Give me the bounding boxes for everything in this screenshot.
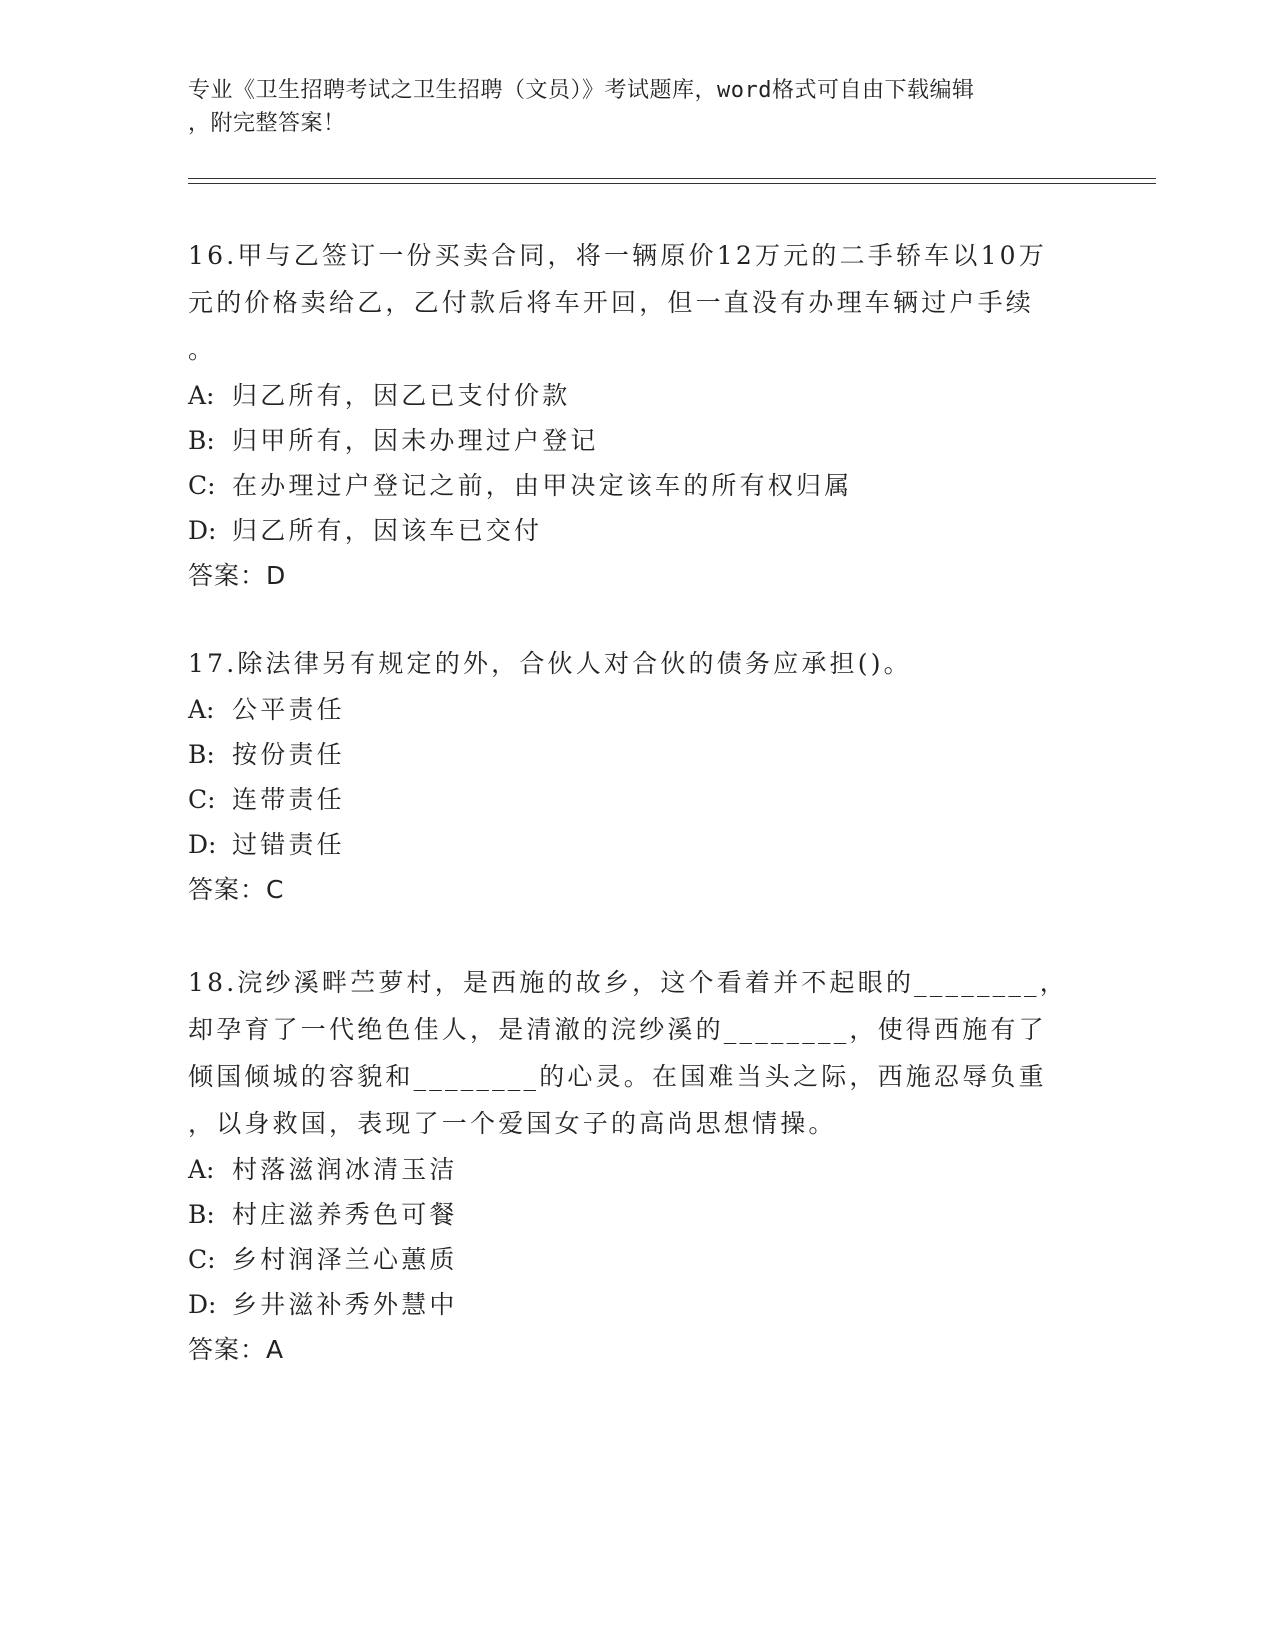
- question-17: [188, 640, 1088, 912]
- option-a: [188, 1147, 1088, 1192]
- option-d: [188, 822, 1088, 867]
- option-d: [188, 1282, 1088, 1327]
- answer-line: 答案：C: [188, 875, 285, 904]
- option-text: 过错责任: [232, 830, 345, 859]
- option-text: 村落滋润冰清玉洁: [232, 1155, 458, 1184]
- option-text: 在办理过户登记之前，由甲决定该车的所有权归属: [232, 471, 853, 500]
- question-stem-line: 17.除法律另有规定的外，合伙人对合伙的债务应承担()。: [188, 649, 912, 678]
- option-d: [188, 508, 1088, 553]
- option-text: 乡村润泽兰心蕙质: [232, 1245, 458, 1274]
- option-b: [188, 732, 1088, 777]
- option-key: C:: [188, 1245, 216, 1274]
- option-key: C:: [188, 785, 216, 814]
- option-key: C:: [188, 471, 216, 500]
- option-text: 村庄滋养秀色可餐: [232, 1200, 458, 1229]
- option-key: B:: [188, 426, 215, 455]
- option-c: [188, 463, 1088, 508]
- option-b: [188, 1192, 1088, 1237]
- option-key: D:: [188, 830, 217, 859]
- option-text: 按份责任: [232, 740, 345, 769]
- option-c: [188, 1237, 1088, 1282]
- option-key: B:: [188, 740, 215, 769]
- answer-line: 答案：A: [188, 1335, 285, 1364]
- question-16: [188, 232, 1088, 598]
- header-line: ，附完整答案！: [188, 111, 346, 136]
- header-divider: [188, 183, 1156, 184]
- question-stem-line: 。: [188, 335, 217, 364]
- option-text: 归乙所有，因乙已支付价款: [232, 381, 571, 410]
- option-text: 归乙所有，因该车已交付: [232, 516, 543, 545]
- option-key: D:: [188, 516, 217, 545]
- option-key: B:: [188, 1200, 215, 1229]
- question-stem-line: 倾国倾城的容貌和________的心灵。在国难当头之际，西施忍辱负重: [188, 1062, 1047, 1091]
- question-18: [188, 959, 1088, 1372]
- option-text: 乡井滋补秀外慧中: [232, 1290, 458, 1319]
- question-stem-line: 却孕育了一代绝色佳人，是清澈的浣纱溪的________，使得西施有了: [188, 1015, 1047, 1044]
- option-text: 归甲所有，因未办理过户登记: [232, 426, 599, 455]
- question-stem-line: 18.浣纱溪畔苎萝村，是西施的故乡，这个看着并不起眼的________，: [188, 968, 1068, 997]
- option-a: [188, 373, 1088, 418]
- option-a: [188, 687, 1088, 732]
- option-key: D:: [188, 1290, 217, 1319]
- header-divider: [188, 178, 1156, 179]
- document-header: [188, 74, 1068, 140]
- answer-line: 答案：D: [188, 561, 287, 590]
- question-stem-line: 元的价格卖给乙，乙付款后将车开回，但一直没有办理车辆过户手续: [188, 288, 1035, 317]
- question-stem-line: 16.甲与乙签订一份买卖合同，将一辆原价12万元的二手轿车以10万: [188, 241, 1047, 270]
- question-stem-line: ，以身救国，表现了一个爱国女子的高尚思想情操。: [188, 1109, 837, 1138]
- option-key: A:: [188, 1155, 215, 1184]
- option-text: 公平责任: [232, 695, 345, 724]
- option-c: [188, 777, 1088, 822]
- option-key: A:: [188, 695, 215, 724]
- option-b: [188, 418, 1088, 463]
- header-line: 专业《卫生招聘考试之卫生招聘（文员）》考试题库，word格式可自由下载编辑: [188, 78, 975, 103]
- option-key: A:: [188, 381, 215, 410]
- option-text: 连带责任: [232, 785, 345, 814]
